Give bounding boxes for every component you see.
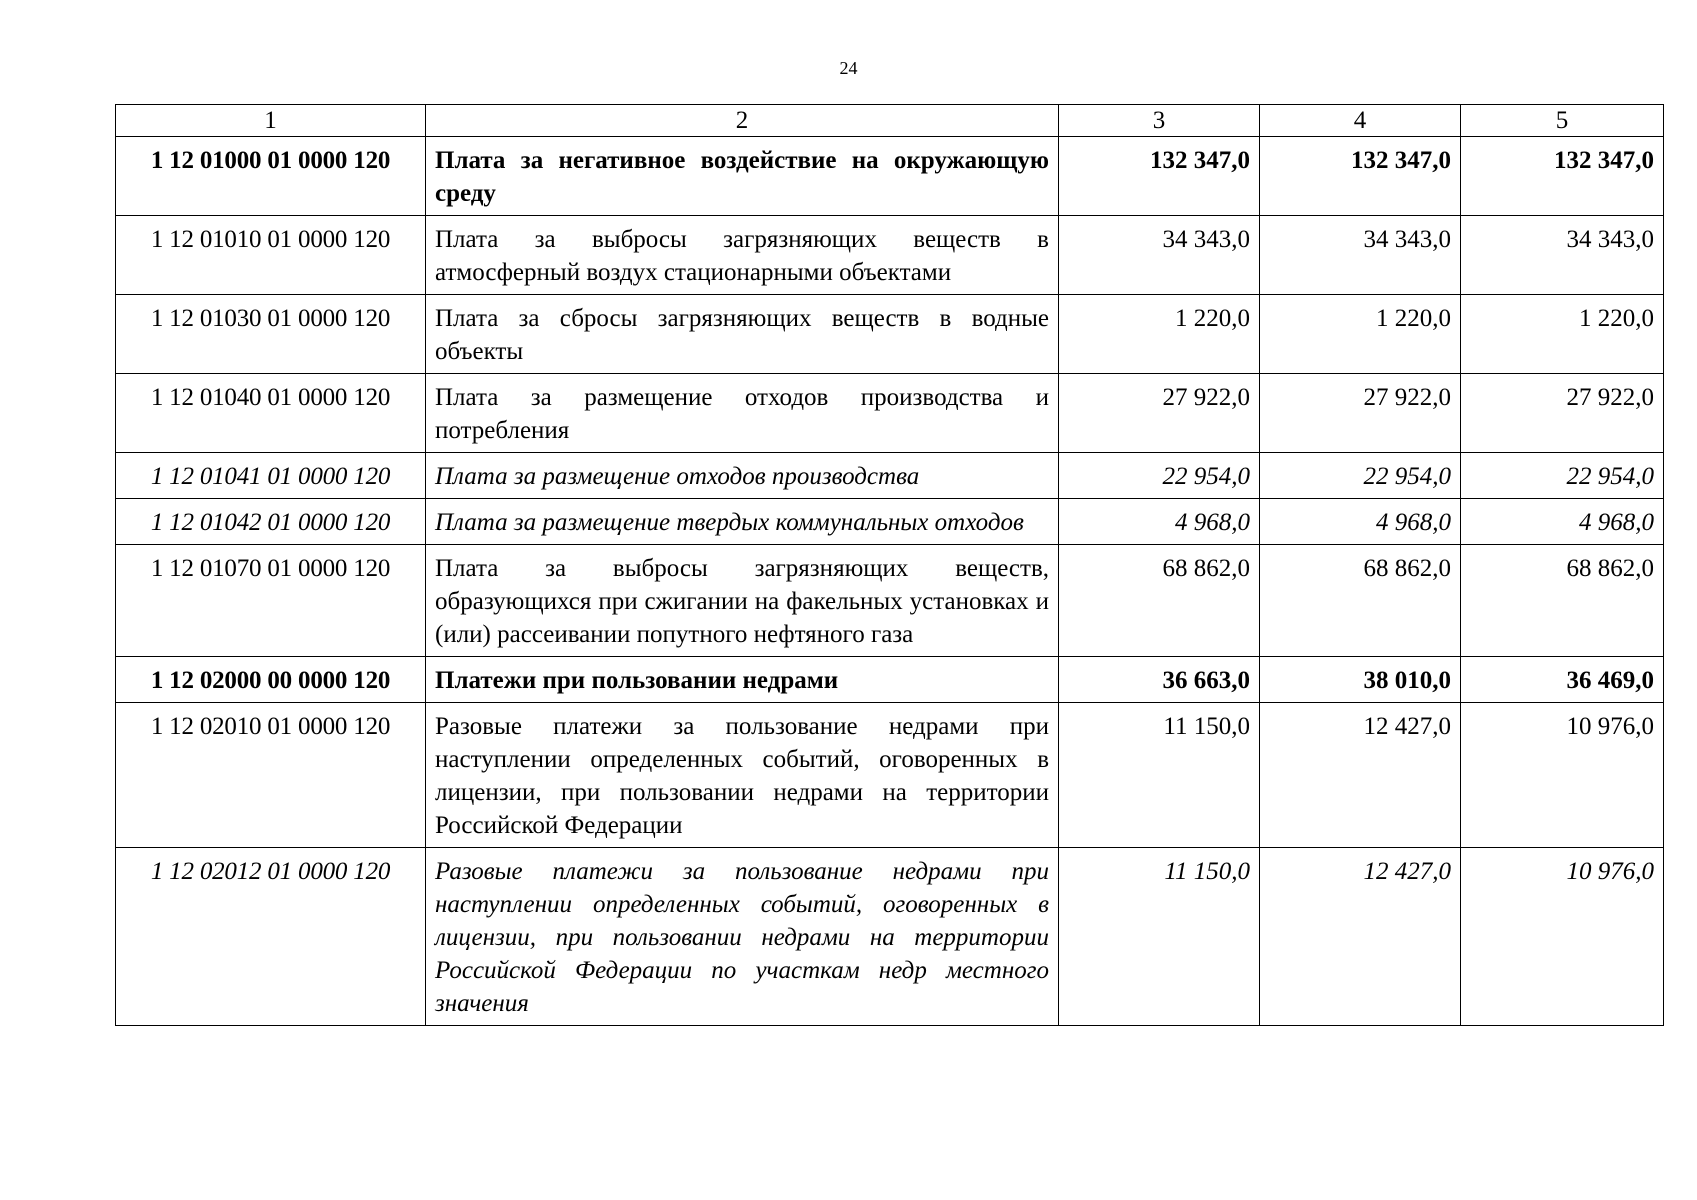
row-value-1: 4 968,0 xyxy=(1059,499,1260,545)
row-value-2: 38 010,0 xyxy=(1260,657,1461,703)
row-value-3: 132 347,0 xyxy=(1461,137,1664,216)
row-value-1: 36 663,0 xyxy=(1059,657,1260,703)
row-name: Плата за выбросы загрязняющих веществ в атмосферный воздух стационарными объектами xyxy=(426,216,1059,295)
row-value-2: 12 427,0 xyxy=(1260,848,1461,1026)
row-value-2: 22 954,0 xyxy=(1260,453,1461,499)
table-row xyxy=(116,703,1664,848)
row-name: Платежи при пользовании недрами xyxy=(426,657,1059,703)
column-header-2: 2 xyxy=(426,105,1059,137)
row-value-2: 68 862,0 xyxy=(1260,545,1461,657)
row-name: Плата за размещение отходов производства xyxy=(426,453,1059,499)
row-code: 1 12 02010 01 0000 120 xyxy=(116,703,426,848)
row-code: 1 12 01070 01 0000 120 xyxy=(116,545,426,657)
row-value-3: 68 862,0 xyxy=(1461,545,1664,657)
row-value-1: 27 922,0 xyxy=(1059,374,1260,453)
row-value-1: 34 343,0 xyxy=(1059,216,1260,295)
row-value-3: 27 922,0 xyxy=(1461,374,1664,453)
row-code: 1 12 02012 01 0000 120 xyxy=(116,848,426,1026)
row-code: 1 12 01000 01 0000 120 xyxy=(116,137,426,216)
row-value-3: 4 968,0 xyxy=(1461,499,1664,545)
row-code: 1 12 02000 00 0000 120 xyxy=(116,657,426,703)
row-name: Плата за выбросы загрязняющих веществ, образующихся при сжигании на факельных установках и (или) рассеивании попутного нефтяного газа xyxy=(426,545,1059,657)
column-header-1: 1 xyxy=(116,105,426,137)
row-value-1: 22 954,0 xyxy=(1059,453,1260,499)
table-row xyxy=(116,453,1664,499)
table-row xyxy=(116,137,1664,216)
row-code: 1 12 01010 01 0000 120 xyxy=(116,216,426,295)
row-value-1: 132 347,0 xyxy=(1059,137,1260,216)
row-code: 1 12 01030 01 0000 120 xyxy=(116,295,426,374)
row-value-3: 34 343,0 xyxy=(1461,216,1664,295)
row-name: Плата за размещение твердых коммунальных отходов xyxy=(426,499,1059,545)
row-value-1: 11 150,0 xyxy=(1059,848,1260,1026)
table-row xyxy=(116,848,1664,1026)
table-header-row xyxy=(116,105,1664,137)
row-value-2: 34 343,0 xyxy=(1260,216,1461,295)
row-name: Разовые платежи за пользование недрами при наступлении определенных событий, оговоренных в лицензии, при пользовании недрами на территории Российской Федерации xyxy=(426,703,1059,848)
row-name: Разовые платежи за пользование недрами при наступлении определенных событий, оговоренных в лицензии, при пользовании недрами на территории Российской Федерации по участкам недр местного значения xyxy=(426,848,1059,1026)
row-value-1: 11 150,0 xyxy=(1059,703,1260,848)
row-value-2: 1 220,0 xyxy=(1260,295,1461,374)
table-row xyxy=(116,374,1664,453)
table-row xyxy=(116,216,1664,295)
row-code: 1 12 01040 01 0000 120 xyxy=(116,374,426,453)
row-value-1: 1 220,0 xyxy=(1059,295,1260,374)
column-header-5: 5 xyxy=(1461,105,1664,137)
table-row xyxy=(116,295,1664,374)
row-code: 1 12 01042 01 0000 120 xyxy=(116,499,426,545)
revenue-table xyxy=(115,104,1664,1026)
row-value-3: 36 469,0 xyxy=(1461,657,1664,703)
row-value-3: 10 976,0 xyxy=(1461,848,1664,1026)
table-row xyxy=(116,499,1664,545)
page-number: 24 xyxy=(839,58,858,78)
row-value-3: 10 976,0 xyxy=(1461,703,1664,848)
row-value-1: 68 862,0 xyxy=(1059,545,1260,657)
column-header-3: 3 xyxy=(1059,105,1260,137)
row-name: Плата за негативное воздействие на окружающую среду xyxy=(426,137,1059,216)
row-value-2: 27 922,0 xyxy=(1260,374,1461,453)
table-row xyxy=(116,545,1664,657)
row-value-2: 132 347,0 xyxy=(1260,137,1461,216)
row-value-2: 4 968,0 xyxy=(1260,499,1461,545)
table-row xyxy=(116,657,1664,703)
column-header-4: 4 xyxy=(1260,105,1461,137)
row-name: Плата за сбросы загрязняющих веществ в водные объекты xyxy=(426,295,1059,374)
row-code: 1 12 01041 01 0000 120 xyxy=(116,453,426,499)
row-value-2: 12 427,0 xyxy=(1260,703,1461,848)
row-name: Плата за размещение отходов производства и потребления xyxy=(426,374,1059,453)
row-value-3: 1 220,0 xyxy=(1461,295,1664,374)
row-value-3: 22 954,0 xyxy=(1461,453,1664,499)
